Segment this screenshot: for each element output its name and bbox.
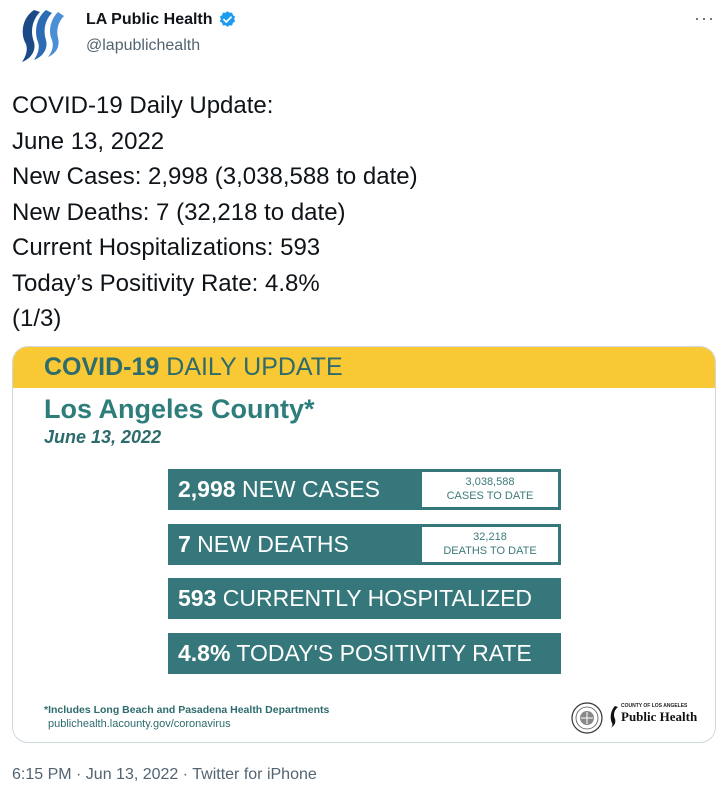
to-date-label: DEATHS TO DATE: [443, 545, 537, 557]
tweet-timestamp[interactable]: 6:15 PM · Jun 13, 2022 · Twitter for iPhone: [12, 766, 317, 783]
logo-big-text: Public Health: [621, 709, 698, 724]
public-health-logo-icon: [609, 705, 620, 729]
tweet-line: Today’s Positivity Rate: 4.8%: [12, 269, 320, 297]
stat-value: 4.8%: [178, 640, 231, 666]
more-options-icon[interactable]: ···: [694, 8, 715, 28]
tweet-line: New Cases: 2,998 (3,038,588 to date): [12, 163, 418, 190]
banner-title-bold: COVID-19: [44, 353, 160, 381]
to-date-value: 32,218: [473, 531, 507, 543]
image-url: publichealth.lacounty.gov/coronavirus: [48, 718, 231, 730]
image-county-title: Los Angeles County*: [44, 394, 315, 424]
banner-title-rest: DAILY UPDATE: [159, 353, 343, 381]
tweet-line: New Deaths: 7 (32,218 to date): [12, 198, 346, 226]
cases-to-date-box: [422, 472, 558, 507]
stat-label: NEW DEATHS: [190, 531, 349, 557]
to-date-value: 3,038,588: [465, 476, 515, 488]
stat-new-deaths: [168, 524, 561, 565]
stat-positivity-rate: [168, 633, 561, 674]
la-public-health-profile-logo[interactable]: [12, 4, 68, 64]
public-health-logo: [609, 703, 705, 731]
user-handle[interactable]: @lapublichealth: [86, 37, 201, 54]
stat-label: NEW CASES: [235, 476, 380, 502]
stat-label: TODAY'S POSITIVITY RATE: [230, 640, 532, 666]
tweet-line: Current Hospitalizations: 593: [12, 234, 321, 261]
stat-new-cases: [168, 469, 561, 510]
image-banner: [13, 347, 716, 388]
banner-title: [44, 353, 343, 382]
tweet-media-image[interactable]: [12, 346, 716, 743]
county-seal-icon: [571, 702, 603, 734]
tweet-line: June 13, 2022: [12, 127, 165, 155]
tweet-line: (1/3): [12, 305, 62, 332]
display-name[interactable]: [86, 10, 237, 29]
image-footnote: *Includes Long Beach and Pasadena Health Departments: [44, 704, 330, 716]
display-name-text[interactable]: LA Public Health: [86, 10, 213, 28]
tweet-line: COVID-19 Daily Update:: [12, 92, 274, 119]
stat-hospitalized: [168, 578, 561, 619]
deaths-to-date-box: [422, 527, 558, 562]
stat-value: 7: [178, 531, 191, 557]
verified-badge-icon: [218, 10, 237, 29]
stat-value: 2,998: [178, 476, 236, 502]
to-date-label: CASES TO DATE: [446, 490, 534, 502]
stat-label: CURRENTLY HOSPITALIZED: [216, 585, 533, 611]
image-date: June 13, 2022: [44, 427, 162, 447]
stat-value: 593: [178, 585, 217, 611]
logo-small-text: COUNTY OF LOS ANGELES: [621, 703, 688, 709]
tweet-text: [12, 88, 712, 337]
